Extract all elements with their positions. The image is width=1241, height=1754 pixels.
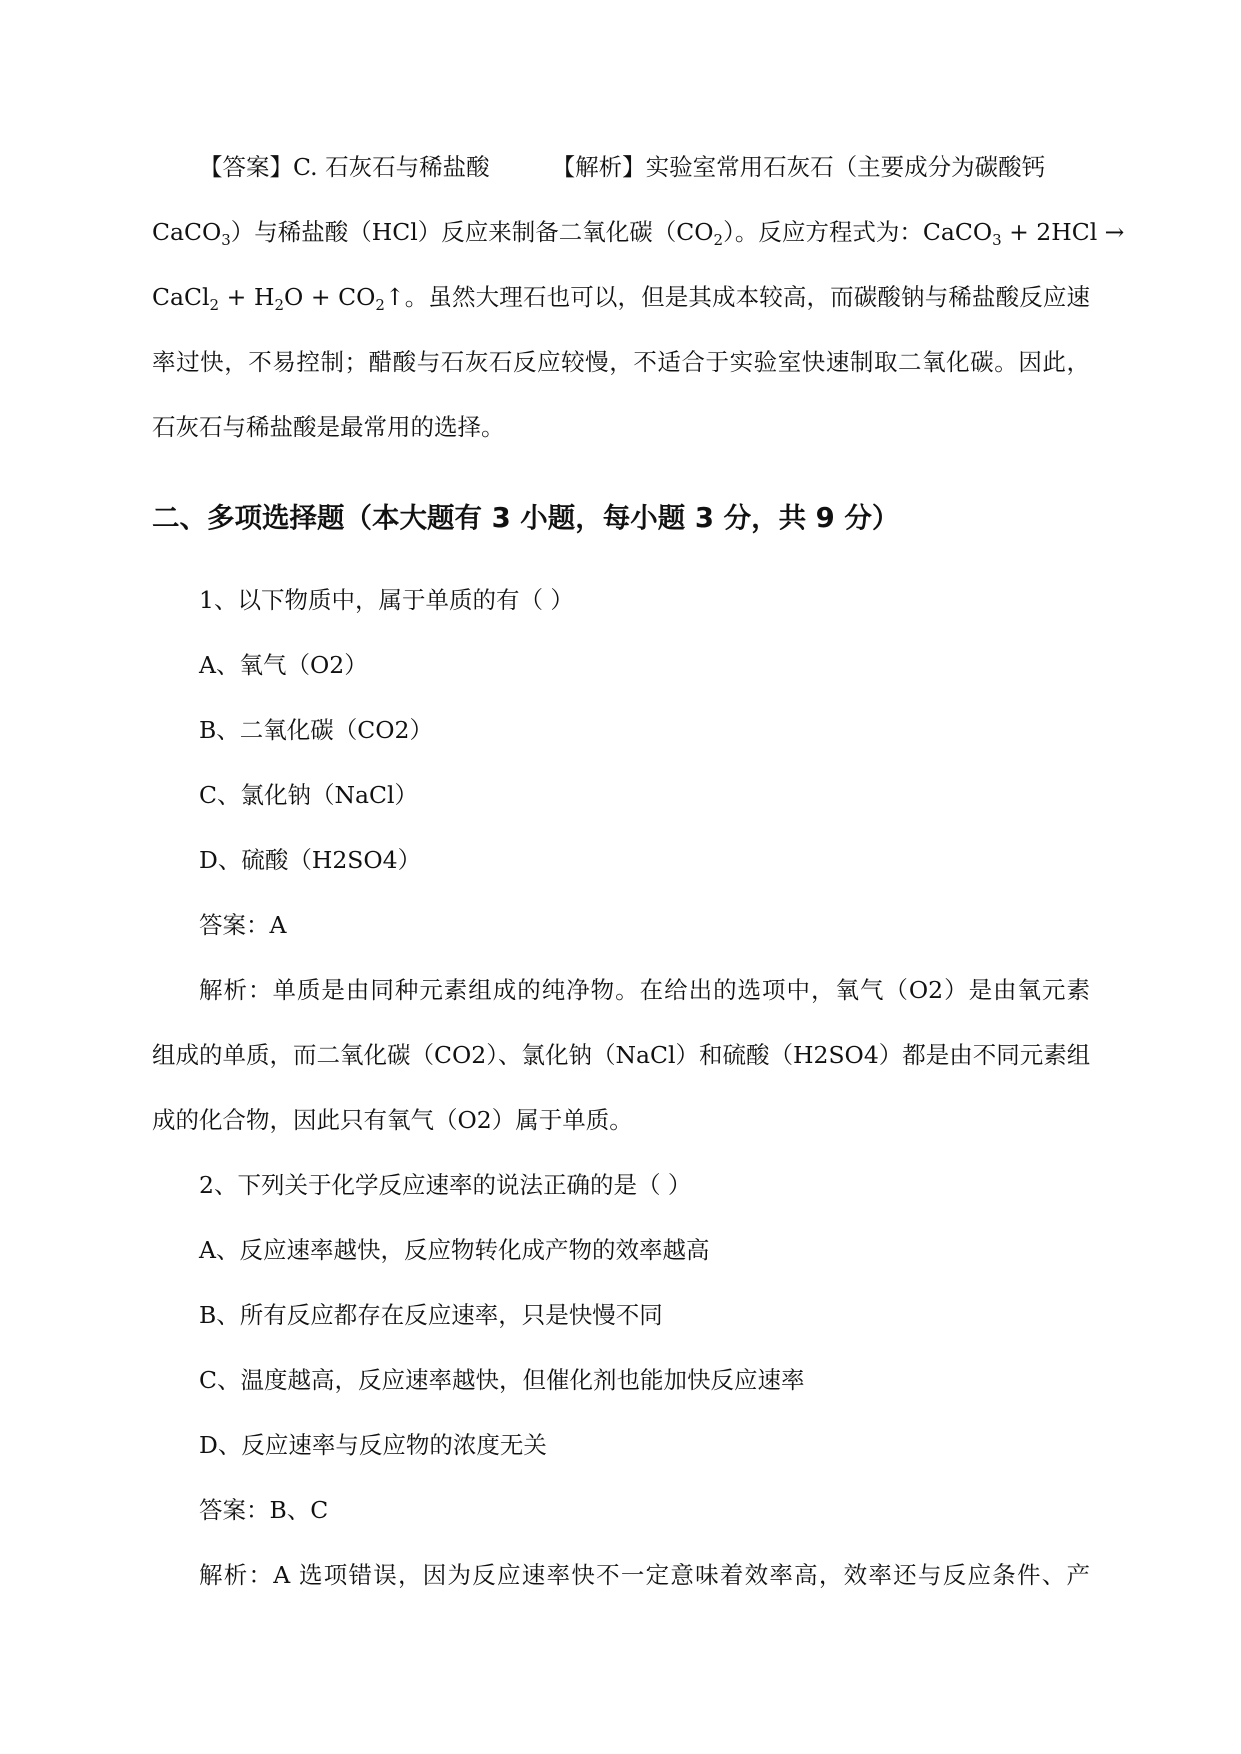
section-heading: 二、多项选择题（本大题有 3 小题，每小题 3 分，共 9 分） bbox=[152, 502, 900, 534]
q1-stem: 1、以下物质中，属于单质的有（ ） bbox=[199, 586, 574, 614]
answer-text: C. 石灰石与稀盐酸 bbox=[293, 153, 490, 181]
q2-option-c: C、温度越高，反应速率越快，但催化剂也能加快反应速率 bbox=[199, 1366, 805, 1394]
answer-line-1 bbox=[199, 152, 1045, 182]
answer-line-3: CaCl$_2$ + $H_2O$ + $CO_2↑$。虽然大理石也可以，但是其成本较高，而碳酸钠与稀盐酸反应速 bbox=[152, 283, 1090, 314]
q2-option-a: A、反应速率越快，反应物转化成产物的效率越高 bbox=[199, 1236, 710, 1264]
q1-option-b: B、二氧化碳（CO2） bbox=[199, 716, 433, 744]
q1-answer: 答案：A bbox=[199, 911, 287, 939]
answer-bracket: 【答案】 bbox=[199, 153, 293, 181]
q1-analysis-line-2: 组成的单质，而二氧化碳（CO2）、氯化钠（NaCl）和硫酸（H2SO4）都是由不同元素组 bbox=[152, 1041, 1091, 1069]
analysis-text: 实验室常用石灰石（主要成分为碳酸钙 bbox=[645, 153, 1046, 181]
q1-option-a: A、氧气（O2） bbox=[199, 651, 368, 679]
q1-analysis-line-1: 解析：单质是由同种元素组成的纯净物。在给出的选项中，氧气（O2）是由氧元素 bbox=[199, 976, 1090, 1004]
answer-line-4: 率过快，不易控制；醋酸与石灰石反应较慢，不适合于实验室快速制取二氧化碳。因此， bbox=[152, 348, 1090, 376]
q2-option-d: D、反应速率与反应物的浓度无关 bbox=[199, 1431, 547, 1459]
answer-line-2: CaCO$_3$）与稀盐酸（HCl）反应来制备二氧化碳$(CO_2)$。反应方程式为：CaCO$_3$ + 2HCl → bbox=[152, 218, 1125, 249]
q2-option-b: B、所有反应都存在反应速率，只是快慢不同 bbox=[199, 1301, 663, 1329]
q1-option-d: D、硫酸（H2SO4） bbox=[199, 846, 422, 874]
q2-answer: 答案：B、C bbox=[199, 1496, 329, 1524]
q1-analysis-line-3: 成的化合物，因此只有氧气（O2）属于单质。 bbox=[152, 1106, 633, 1134]
analysis-bracket: 【解析】 bbox=[551, 153, 646, 181]
q1-option-c: C、氯化钠（NaCl） bbox=[199, 781, 419, 809]
q2-stem: 2、下列关于化学反应速率的说法正确的是（ ） bbox=[199, 1171, 692, 1199]
answer-line-5: 石灰石与稀盐酸是最常用的选择。 bbox=[152, 413, 505, 441]
q2-analysis-line-1: 解析：A 选项错误，因为反应速率快不一定意味着效率高，效率还与反应条件、产 bbox=[199, 1561, 1090, 1589]
